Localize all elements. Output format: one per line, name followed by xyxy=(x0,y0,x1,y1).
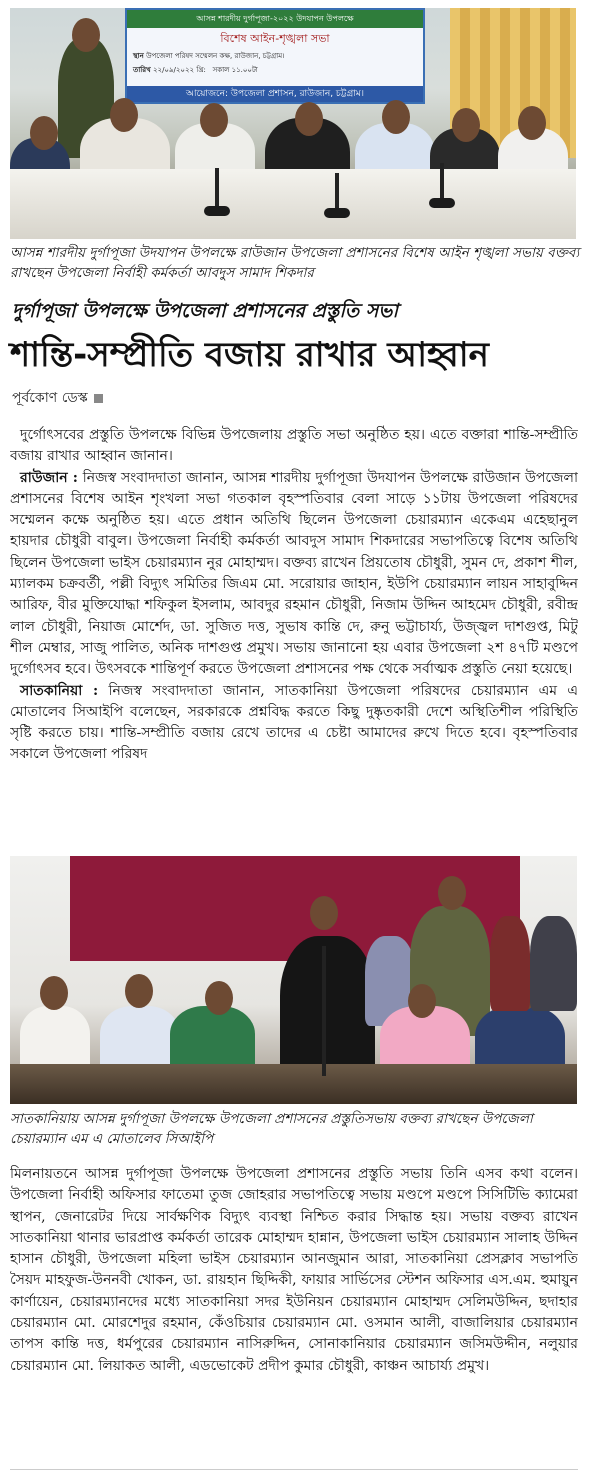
byline xyxy=(12,386,103,410)
microphone-stand xyxy=(322,946,326,1076)
satkania-text: নিজস্ব সংবাদদাতা জানান, সাতকানিয়া উপজেলা পরিষদের চেয়ারম্যান এম এ মোতালেব সিআইপি বলেছেন, সরকারকে প্রশ্নবিদ্ধ করতে কিছু দুষ্কৃতকারী দেশে অস্থিতিশীল পরিস্থিতি সৃষ্টি করতে চায়। শান্তি-সম্প্রীতি বজায় রেখে তাদের এ চেষ্টা আমাদের রুখে দিতে হবে। বৃহস্পতিবার সকালে উপজেলা পরিষদ xyxy=(10,682,578,763)
person-head xyxy=(382,100,410,134)
banner-organizer: আয়োজনে: উপজেলা প্রশাসন, রাউজান, চট্টগ্রাম। xyxy=(127,86,423,102)
person-head xyxy=(200,103,228,137)
person-head xyxy=(438,876,466,910)
byline-text: পূর্বকোণ ডেস্ক xyxy=(12,390,88,406)
banner-line2: বিশেষ আইন-শৃঙ্খলা সভা xyxy=(220,32,330,45)
meeting-photo-satkania xyxy=(10,856,577,1104)
person-head xyxy=(310,896,338,930)
banner-place-label: স্থান xyxy=(133,52,144,60)
microphone-base xyxy=(324,208,350,218)
kicker: দুর্গাপূজা উপলক্ষে উপজেলা প্রশাসনের প্রস্তুতি সভা xyxy=(12,300,398,322)
person-head xyxy=(295,102,323,136)
square-icon xyxy=(94,394,103,403)
banner-date-row xyxy=(127,63,423,77)
person-head xyxy=(125,974,153,1008)
person xyxy=(530,916,577,1011)
person-head xyxy=(110,98,138,132)
person-head xyxy=(40,976,68,1010)
banner-line1: আসন্ন শারদীয় দুর্গাপূজা-২০২২ উদযাপন উপলক্ষে xyxy=(127,10,423,28)
banner-place: উপজেলা পরিষদ সম্মেলন কক্ষ, রাউজান, চট্টগ্রাম। xyxy=(146,52,285,60)
microphone-base xyxy=(204,206,230,216)
raozan-paragraph xyxy=(10,468,578,681)
raozan-label: রাউজান : xyxy=(20,469,78,486)
banner-date: ২২/০৯/২০২২ খ্রি: xyxy=(152,66,206,74)
person-head xyxy=(408,984,436,1018)
person-head xyxy=(452,108,480,142)
banner-time: সকাল ১১.০০টা xyxy=(212,66,258,74)
article-body-bottom xyxy=(10,1164,578,1464)
person-head xyxy=(30,116,58,150)
article-body-top xyxy=(10,425,578,853)
microphone xyxy=(215,168,219,208)
person-head xyxy=(518,106,546,140)
meeting-photo-raozan xyxy=(10,8,576,239)
microphone xyxy=(335,173,339,213)
banner-date-label: তারিখ xyxy=(133,66,151,74)
photo-caption-raozan: আসন্ন শারদীয় দুর্গাপূজা উদযাপন উপলক্ষে রাউজান উপজেলা প্রশাসনের বিশেষ আইন শৃঙ্খলা সভায় বক্তব্য রাখছেন উপজেলা নির্বাহী কর্মকর্তা আবদুস সামাদ শিকদার xyxy=(10,245,580,281)
microphone xyxy=(440,163,444,203)
person-head xyxy=(72,18,100,52)
person-head xyxy=(205,981,233,1015)
continued-paragraph: মিলনায়তনে আসন্ন দুর্গাপূজা উপলক্ষে উপজেলা প্রশাসনের প্রস্তুতি সভায় তিনি এসব কথা বলেন। উপজেলা নির্বাহী অফিসার ফাতেমা তুজ জোহরার সভাপতিত্বে সভায় মণ্ডপে মণ্ডপে সিসিটিভি ক্যামেরা স্থাপন, জেনারেটর দিয়ে সার্বক্ষণিক বিদ্যুৎ ব্যবস্থা নিশ্চিত করার সিদ্ধান্ত হয়। সভায় বক্তব্য রাখেন সাতকানিয়া থানার ভারপ্রাপ্ত কর্মকর্তা তারেক মোহাম্মদ হান্নান, উপজেলা ভাইস চেয়ারম্যান সালাহ উদ্দিন হাসান চৌধুরী, উপজেলা মহিলা ভাইস চেয়ারম্যান আনজুমান আরা, সাতকানিয়া প্রেসক্লাব সভাপতি সৈয়দ মাহফুজ-উননবী খোকন, ডা. রায়হান ছিদ্দিকী, ফায়ার সার্ভিসের স্টেশন অফিসার এস.এম. হুমায়ুন কার্ণায়েন, চেয়ারম্যানদের মধ্যে সাতকানিয়া সদর ইউনিয়ন চেয়ারম্যান মোহাম্মদ সেলিমউদ্দিন, ছদাহার চেয়ারম্যান মো. মোরশেদুর রহমান, কেঁওচিয়ার চেয়ারম্যান মো. ওসমান আলী, বাজালিয়ার চেয়ারম্যান তাপস কান্তি দত্ত, ধর্মপুরের চেয়ারম্যান নাসিরুদ্দিন, সোনাকানিয়ার চেয়ারম্যান জসিমউদ্দীন, নলুয়ার চেয়ারম্যান মো. লিয়াকত আলী, এডভোকেট প্রদীপ কুমার চৌধুরী, কাঞ্চন আচার্য্য প্রমুখ। xyxy=(10,1166,578,1374)
headline: শান্তি-সম্প্রীতি বজায় রাখার আহ্বান xyxy=(10,335,489,375)
banner-place-row xyxy=(127,49,423,63)
intro-paragraph: দুর্গোৎসবের প্রস্তুতি উপলক্ষে বিভিন্ন উপজেলায় প্রস্তুতি সভা অনুষ্ঠিত হয়। এতে বক্তারা শান্তি-সম্প্রীতি বজায় রাখার আহ্বান জানান। xyxy=(10,427,578,465)
person xyxy=(490,916,530,1011)
bottom-rule xyxy=(10,1469,578,1470)
raozan-text: নিজস্ব সংবাদদাতা জানান, আসন্ন শারদীয় দুর্গাপূজা উদযাপন উপলক্ষে রাউজান উপজেলা প্রশাসনের বিশেষ আইন শৃংখলা সভা গতকাল বৃহস্পতিবার বেলা সাড়ে ১১টায় উপজেলা পরিষদের সম্মেলন কক্ষে অনুষ্ঠিত হয়। এতে প্রধান অতিথি ছিলেন উপজেলা চেয়ারম্যান একেএম এহেছানুল হায়দার চৌধুরী বাবুল। উপজেলা নির্বাহী কর্মকর্তা আবদুস সামাদ শিকদারের সভাপতিত্বে বিশেষ অতিথি ছিলেন উপজেলা ভাইস চেয়ারম্যান নুর মোহাম্মদ। বক্তব্য রাখেন প্রিয়তোষ চৌধুরী, সুমন দে, প্রকাশ শীল, ম্যালকম চক্রবর্তী, পল্লী বিদ্যুৎ সমিতির জিএম মো. সরোয়ার জাহান, ইউপি চেয়ারম্যান লায়ন সাহাবুদ্দিন আরিফ, বীর মুক্তিযোদ্ধা শফিকুল ইসলাম, আবদুর রহমান চৌধুরী, নিজাম উদ্দিন আহমেদ চৌধুরী, রবীন্দ্র লাল চৌধুরী, নিয়াজ মোর্শেদ, ডা. সুজিত দত্ত, সুভাষ কান্তি দে, রুনু ভট্টাচার্য্য, উজ্জ্বল দাশগুপ্ত, মিটু শীল মেম্বার, সাজু পালিত, অনিক দাশগুপ্ত প্রমুখ। সভায় জানানো হয় এবার উপজেলা ২শ ৪৭টি মণ্ডপে দুর্গোৎসব হবে। উৎসবকে শান্তিপূর্ণ করতে উপজেলা প্রশাসনের পক্ষ থেকে সর্বাত্মক প্রস্তুতি নেয়া হয়েছে। xyxy=(10,469,578,678)
photo-caption-satkania: সাতকানিয়ায় আসন্ন দুর্গাপূজা উপলক্ষে উপজেলা প্রশাসনের প্রস্তুতিসভায় বক্তব্য রাখছেন উপজেলা চেয়ারম্যান এম এ মোতালেব সিআইপি xyxy=(10,1111,533,1147)
conference-table xyxy=(10,1064,577,1104)
satkania-paragraph xyxy=(10,681,578,766)
conference-table xyxy=(10,169,576,239)
event-banner xyxy=(125,8,425,104)
satkania-label: সাতকানিয়া : xyxy=(20,682,99,699)
microphone-base xyxy=(429,198,455,208)
